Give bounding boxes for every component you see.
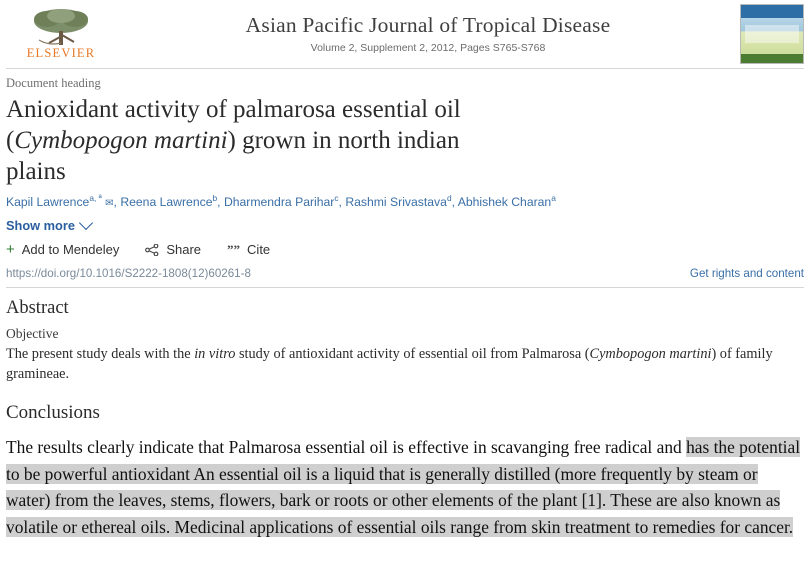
conclusions-text-plain: The results clearly indicate that Palmarosa essential oil is effective in scavanging free radical and bbox=[6, 437, 687, 458]
elsevier-logo bbox=[6, 5, 116, 63]
author-item[interactable] bbox=[120, 195, 217, 209]
add-to-mendeley-label: Add to Mendeley bbox=[21, 242, 120, 258]
article-title-line-2-pre: ( bbox=[6, 127, 15, 154]
show-more-label: Show more bbox=[6, 217, 75, 233]
author-name: Abhishek Charan bbox=[457, 195, 552, 210]
elsevier-tree-icon bbox=[29, 7, 93, 45]
cover-top-band bbox=[741, 5, 803, 18]
article-title-species: Cymbopogon martini bbox=[14, 127, 228, 154]
article-title-line-1: Anioxidant activity of palmarosa essential oil bbox=[6, 96, 461, 123]
author-name: Reena Lawrence bbox=[120, 195, 213, 210]
journal-header bbox=[6, 0, 804, 66]
author-name: Dharmendra Parihar bbox=[223, 195, 335, 210]
journal-issue-line: Volume 2, Supplement 2, 2012, Pages S765-S768 bbox=[310, 42, 546, 55]
objective-text-part-3: ) of family gramineae. bbox=[6, 345, 773, 382]
objective-heading: Objective bbox=[6, 325, 59, 341]
author-affiliation-marker: a, ª bbox=[89, 193, 102, 203]
share-label: Share bbox=[166, 242, 202, 258]
author-affiliation-marker: d bbox=[446, 193, 452, 203]
article-action-bar bbox=[6, 242, 804, 258]
cover-bottom-band bbox=[741, 54, 803, 63]
author-affiliation-marker: c bbox=[334, 193, 339, 203]
journal-cover-thumbnail[interactable] bbox=[740, 4, 804, 64]
objective-italic-species: Cymbopogon martini bbox=[589, 345, 712, 362]
header-divider bbox=[6, 68, 804, 69]
add-to-mendeley-button[interactable] bbox=[6, 242, 119, 257]
author-item[interactable] bbox=[458, 195, 556, 209]
cite-label: Cite bbox=[247, 242, 271, 258]
get-rights-and-content-link[interactable]: Get rights and content bbox=[689, 266, 804, 280]
doi-link[interactable]: https://doi.org/10.1016/S2222-1808(12)60261-8 bbox=[6, 266, 251, 280]
envelope-icon[interactable]: ✉ bbox=[105, 198, 114, 210]
author-affiliation-marker: b bbox=[212, 193, 218, 203]
author-name: Kapil Lawrence bbox=[6, 195, 90, 210]
conclusions-text-highlighted: has the potential to be powerful antioxidant An essential oil is a liquid that is generally distilled (more frequently by steam or water) from the leaves, stems, flowers, bark or roots or other elements of the plant [1]. These are also known as volatile or ethereal oils. Medicinal applications of essential oils range from skin treatment to remedies for cancer. bbox=[6, 437, 801, 537]
conclusions-text bbox=[6, 434, 804, 540]
author-item[interactable] bbox=[345, 195, 451, 209]
cite-button[interactable] bbox=[227, 242, 270, 258]
conclusions-heading: Conclusions bbox=[6, 402, 100, 424]
author-name: Rashmi Srivastava bbox=[345, 195, 447, 210]
author-list: Kapil Lawrence$^{a, ª}$ ✉, Reena Lawrence$^b$, Dharmendra Parihar$^c$, Rashmi Srivastava$^d$, Abhishek Charan$^a$ bbox=[6, 193, 556, 210]
objective-italic-in-vitro: in vitro bbox=[194, 345, 236, 362]
chevron-down-icon bbox=[79, 216, 93, 230]
article-title-line-3: plains bbox=[6, 158, 66, 185]
journal-title: Asian Pacific Journal of Tropical Disease bbox=[245, 12, 611, 37]
author-item[interactable] bbox=[224, 195, 339, 209]
cover-middle-band bbox=[745, 25, 799, 43]
plus-icon: + bbox=[6, 241, 15, 259]
page-title bbox=[6, 94, 804, 187]
objective-text-part-2: study of antioxidant activity of essential oil from Palmarosa ( bbox=[235, 345, 590, 362]
doi-divider bbox=[6, 287, 804, 288]
share-button[interactable] bbox=[145, 242, 201, 257]
author-item[interactable] bbox=[6, 195, 114, 209]
show-more-button[interactable] bbox=[6, 218, 91, 233]
objective-text bbox=[6, 344, 804, 385]
journal-title-block bbox=[116, 14, 740, 55]
abstract-heading: Abstract bbox=[6, 297, 69, 318]
quote-icon: ”” bbox=[227, 241, 241, 257]
author-affiliation-marker: a bbox=[551, 193, 556, 203]
doi-row bbox=[6, 267, 804, 285]
elsevier-wordmark: ELSEVIER bbox=[26, 46, 96, 60]
objective-text-part-1: The present study deals with the bbox=[6, 345, 195, 362]
document-heading-label: Document heading bbox=[6, 76, 101, 90]
article-title-line-2-post: ) grown in north indian bbox=[227, 127, 460, 154]
share-icon bbox=[145, 244, 159, 256]
